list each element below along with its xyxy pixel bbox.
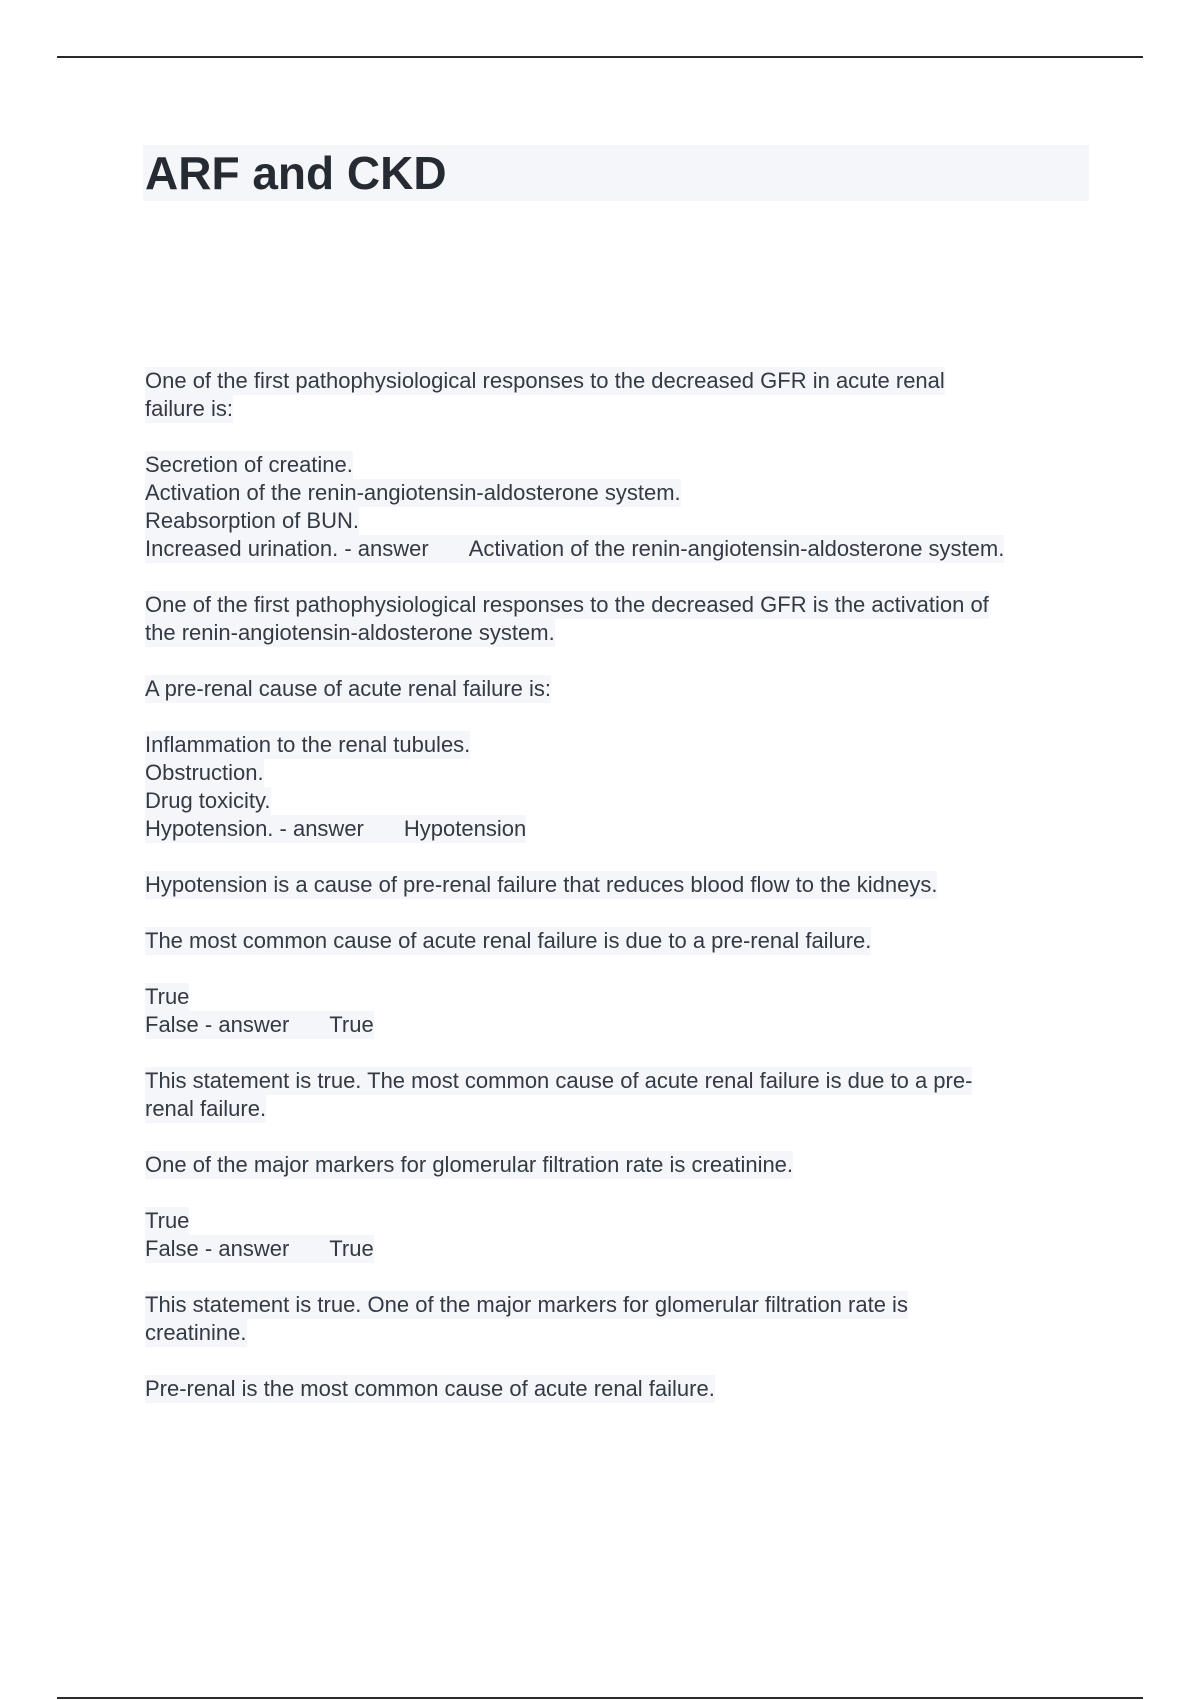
answer-line xyxy=(145,1235,374,1263)
option: Increased urination. - answer xyxy=(145,536,429,561)
answer-text: True xyxy=(329,1236,374,1261)
rationale-line: creatinine. xyxy=(145,1320,247,1345)
rationale-4 xyxy=(145,1291,1095,1347)
option: Hypotension. - answer xyxy=(145,816,364,841)
options-4 xyxy=(145,1207,1095,1263)
rationale-line: This statement is true. One of the major markers for glomerular filtration rate is xyxy=(145,1292,908,1317)
page-title: ARF and CKD xyxy=(145,147,447,199)
question-line: One of the major markers for glomerular filtration rate is creatinine. xyxy=(145,1152,794,1177)
rationale-line: Hypotension is a cause of pre-renal failure that reduces blood flow to the kidneys. xyxy=(145,872,938,897)
question-line: A pre-renal cause of acute renal failure is: xyxy=(145,676,552,701)
rationale-line: renal failure. xyxy=(145,1096,267,1121)
rationale-line: the renin-angiotensin-aldosterone system. xyxy=(145,620,555,645)
rationale-3 xyxy=(145,1067,1095,1123)
question-line: The most common cause of acute renal failure is due to a pre-renal failure. xyxy=(145,928,872,953)
option: False - answer xyxy=(145,1012,290,1037)
option: Reabsorption of BUN. xyxy=(145,508,359,533)
option: Inflammation to the renal tubules. xyxy=(145,732,471,757)
question-4 xyxy=(145,1151,1095,1179)
top-rule xyxy=(57,56,1143,58)
options-1 xyxy=(145,451,1095,563)
answer-line xyxy=(145,815,526,843)
question-1 xyxy=(145,367,1095,423)
document-body xyxy=(145,367,1095,1403)
question-3 xyxy=(145,927,1095,955)
question-line: failure is: xyxy=(145,396,234,421)
options-3 xyxy=(145,983,1095,1039)
statement-line: Pre-renal is the most common cause of acute renal failure. xyxy=(145,1376,715,1401)
option: Obstruction. xyxy=(145,760,264,785)
option: Activation of the renin-angiotensin-aldosterone system. xyxy=(145,480,681,505)
option: Drug toxicity. xyxy=(145,788,271,813)
question-line: One of the first pathophysiological responses to the decreased GFR in acute renal xyxy=(145,368,945,393)
bottom-rule xyxy=(57,1697,1143,1699)
option: True xyxy=(145,1208,190,1233)
rationale-line: One of the first pathophysiological responses to the decreased GFR is the activation of xyxy=(145,592,989,617)
rationale-2 xyxy=(145,871,1095,899)
rationale-line: This statement is true. The most common cause of acute renal failure is due to a pre- xyxy=(145,1068,973,1093)
answer-line xyxy=(145,535,1004,563)
options-2 xyxy=(145,731,1095,843)
option: Secretion of creatine. xyxy=(145,452,353,477)
answer-line xyxy=(145,1011,374,1039)
answer-text: Hypotension xyxy=(403,816,527,841)
option: False - answer xyxy=(145,1236,290,1261)
option: True xyxy=(145,984,190,1009)
rationale-1 xyxy=(145,591,1095,647)
closing-statement xyxy=(145,1375,1095,1403)
question-2 xyxy=(145,675,1095,703)
answer-text: True xyxy=(329,1012,374,1037)
answer-text: Activation of the renin-angiotensin-aldosterone system. xyxy=(468,536,1005,561)
